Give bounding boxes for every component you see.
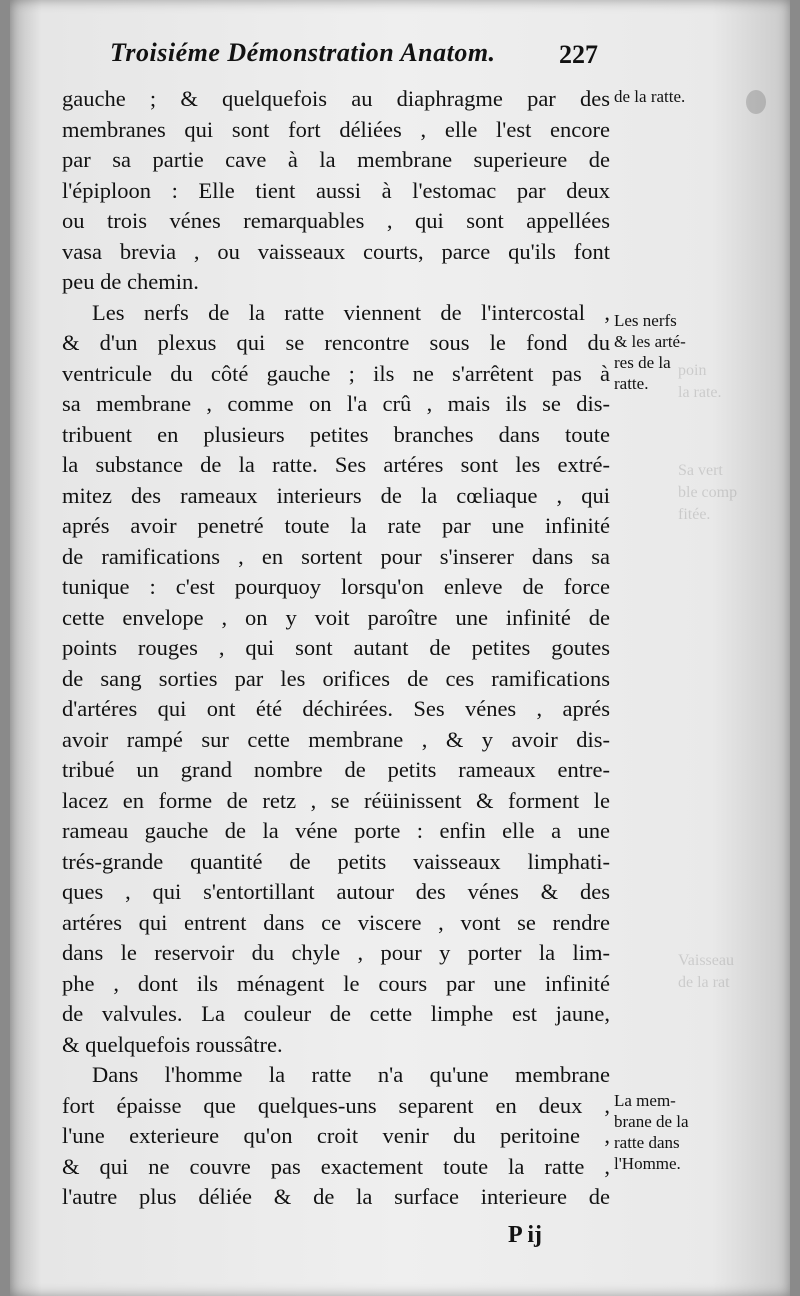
text-line: lacez en forme de retz , se réüinissent & forment le xyxy=(62,787,610,813)
margin-note xyxy=(614,86,744,107)
bleed-through-text: Vaisseau de la rat xyxy=(678,952,734,991)
text-line: l'une exterieure qu'on croit venir du peritoine , xyxy=(62,1123,610,1148)
text-line: mitez des rameaux interieurs de la cœliaque , qui xyxy=(62,482,610,508)
book-page xyxy=(10,0,790,1296)
text-line: avoir rampé sur cette membrane , & y avoir dis- xyxy=(62,726,610,752)
text-line: l'épiploon : Elle tient aussi à l'estomac par deux xyxy=(62,177,610,203)
margin-note-line: res de la xyxy=(614,353,671,372)
text-line: de sang sorties par les orifices de ces ramifications xyxy=(62,665,610,691)
text-line: trés-grande quantité de petits vaisseaux limphati- xyxy=(62,848,610,874)
bleed-through-text: Sa vert ble comp fitée. xyxy=(678,462,738,523)
text-line: points rouges , qui sont autant de petites goutes xyxy=(62,635,610,660)
margin-note-line: & les arté- xyxy=(614,332,686,351)
text-line: dans le reservoir du chyle , pour y porter la lim- xyxy=(62,940,610,965)
margin-note xyxy=(614,310,744,394)
page-header xyxy=(110,38,610,78)
text-line: & quelquefois roussâtre. xyxy=(62,1031,283,1057)
text-line: fort épaisse que quelques-uns separent en deux , xyxy=(62,1092,610,1118)
text-line: & d'un plexus qui se rencontre sous le fond du xyxy=(62,330,610,355)
text-line: & qui ne couvre pas exactement toute la ratte , xyxy=(62,1153,610,1179)
running-title: Troisiéme Démonstration Anatom. xyxy=(110,38,496,67)
margin-note-line: l'Homme. xyxy=(614,1154,681,1173)
margin-note-line: Les nerfs xyxy=(614,311,677,330)
text-line: Les nerfs de la ratte viennent de l'intercostal , xyxy=(92,299,610,325)
text-line: phe , dont ils ménagent le cours par une infinité xyxy=(62,970,610,996)
text-line: gauche ; & quelquefois au diaphragme par des xyxy=(62,86,610,111)
text-line: membranes qui sont fort déliées , elle l'est encore xyxy=(62,116,610,142)
text-line: ques , qui s'entortillant autour des vénes & des xyxy=(62,879,610,904)
signature-mark: P ij xyxy=(508,1222,542,1248)
text-line: rameau gauche de la véne porte : enfin elle a une xyxy=(62,818,610,843)
text-line: sa membrane , comme on l'a crû , mais ils se dis- xyxy=(62,391,610,416)
text-line: vasa brevia , ou vaisseaux courts, parce qu'ils font xyxy=(62,238,610,264)
margin-note-line: ratte dans xyxy=(614,1133,680,1152)
text-line: peu de chemin. xyxy=(62,269,199,294)
margin-note-line: ratte. xyxy=(614,374,649,393)
margin-note-line: de la ratte. xyxy=(614,87,686,106)
page-number: 227 xyxy=(559,40,598,69)
text-line: par sa partie cave à la membrane superieure de xyxy=(62,147,610,172)
text-line: ventricule du côté gauche ; ils ne s'arrêtent pas à xyxy=(62,360,610,386)
text-line: Dans l'homme la ratte n'a qu'une membrane xyxy=(92,1062,610,1087)
text-line: de ramifications , en sortent pour s'inserer dans sa xyxy=(62,543,610,569)
text-line: aprés avoir penetré toute la rate par une infinité xyxy=(62,513,610,538)
margin-note-line: La mem- xyxy=(614,1091,676,1110)
text-line: tribué un grand nombre de petits rameaux entre- xyxy=(62,757,610,782)
margin-note-line: brane de la xyxy=(614,1112,689,1131)
text-line: tunique : c'est pourquoy lorsqu'on enleve de force xyxy=(62,574,610,599)
text-line: de valvules. La couleur de cette limphe est jaune, xyxy=(62,1001,610,1026)
body-text xyxy=(62,84,610,1213)
text-line: la substance de la ratte. Ses artéres sont les extré- xyxy=(62,452,610,477)
text-line: d'artéres qui ont été déchirées. Ses vénes , aprés xyxy=(62,696,610,721)
text-line: ou trois vénes remarquables , qui sont appellées xyxy=(62,208,610,233)
margin-note xyxy=(614,1090,744,1174)
text-line: tribuent en plusieurs petites branches dans toute xyxy=(62,421,610,447)
text-line: cette envelope , on y voit paroître une infinité de xyxy=(62,604,610,630)
text-line: artéres qui entrent dans ce viscere , vont se rendre xyxy=(62,909,610,935)
ink-spot xyxy=(746,90,766,114)
text-line: l'autre plus déliée & de la surface interieure de xyxy=(62,1184,610,1209)
bleed-through-text: poin la rate. xyxy=(678,362,722,401)
